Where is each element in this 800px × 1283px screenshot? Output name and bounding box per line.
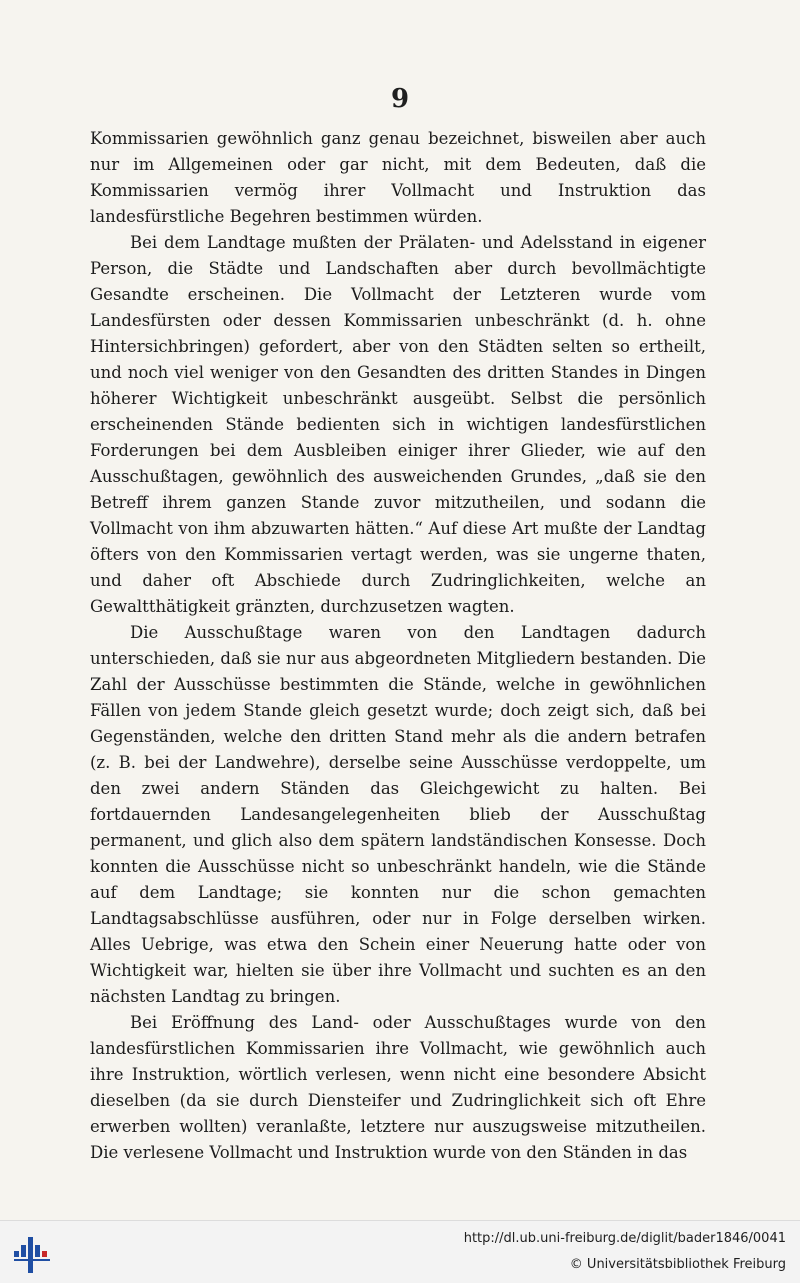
footer-bar [0,1220,800,1283]
copyright-text: © Universitätsbibliothek Freiburg [569,1257,786,1272]
paragraph-eroeffnung: Bei Eröffnung des Land- oder Ausschußtages wurde von den landesfürstlichen Kommissarien ihre Vollmacht, wie gewöhnlich auch ihre Instruktion, wörtlich verlesen, wenn nicht eine besondere Absicht dieselben (da sie durch Diensteifer und Zudringlichkeit sich oft Ehre erwerben wollten) veranlaßte, letztere nur auszugsweise mitzutheilen. Die verlesene Vollmacht und Instruktion wurde von den Ständen in das [90,1013,706,1162]
paragraph-landtag: Bei dem Landtage mußten der Prälaten- und Adelsstand in eigener Person, die Städte und Landschaften aber durch bevollmächtigte Gesandte erscheinen. Die Vollmacht der Letzteren wurde vom Landesfürsten oder dessen Kommissarien unbeschränkt (d. h. ohne Hintersichbringen) gefordert, aber von den Städten selten so ertheilt, und noch viel weniger von den Gesandten des dritten Standes in Dingen höherer Wichtigkeit unbeschränkt ausgeübt. Selbst die persönlich erscheinenden Stände bedienten sich in wichtigen landesfürstlichen Forderungen bei dem Ausbleiben einiger ihrer Glieder, wie auf den Ausschußtagen, gewöhnlich des ausweichenden Grundes, „daß sie den Betreff ihrem ganzen Stande zuvor mitzutheilen, und sodann die Vollmacht von ihm abzuwarten hätten.“ Auf diese Art mußte der Landtag öfters von den Kommissarien vertagt werden, was sie ungerne thaten, und daher oft Abschiede durch Zudringlichkeiten, welche an Gewaltthätigkeit gränzten, durchzusetzen wagten. [90,233,706,616]
paragraph-continuation: Kommissarien gewöhnlich ganz genau bezeichnet, bisweilen aber auch nur im Allgemeinen oder gar nicht, mit dem Bedeuten, daß die Kommissarien vermög ihrer Vollmacht und Instruktion das landesfürstliche Begehren bestimmen würden. [90,129,706,226]
ub-freiburg-logo-icon [12,1237,52,1273]
paragraph-ausschusstage: Die Ausschußtage waren von den Landtagen dadurch unterschieden, daß sie nur aus abgeordneten Mitgliedern bestanden. Die Zahl der Ausschüsse bestimmten die Stände, welche in gewöhnlichen Fällen von jedem Stande gleich gesetzt wurde; doch zeigt sich, daß bei Gegenständen, welche den dritten Stand mehr als die andern betrafen (z. B. bei der Landwehre), derselbe seine Ausschüsse verdoppelte, um den zwei andern Ständen das Gleichgewicht zu halten. Bei fortdauernden Landesangelegenheiten blieb der Ausschußtag permanent, und glich also dem spätern landständischen Konsesse. Doch konnten die Ausschüsse nicht so unbeschränkt handeln, wie die Stände auf dem Landtage; sie konnten nur die schon gemachten Landtagsabschlüsse ausführen, oder nur in Folge derselben wirken. Alles Uebrige, was etwa den Schein einer Neuerung hatte oder von Wichtigkeit war, hielten sie über ihre Vollmacht und suchten es an den nächsten Landtag zu bringen. [90,623,706,1006]
page-number: 9 [390,84,410,114]
permalink-link[interactable]: http://dl.ub.uni-freiburg.de/diglit/bader1846/0041 [463,1231,786,1246]
body-text [90,126,706,1166]
